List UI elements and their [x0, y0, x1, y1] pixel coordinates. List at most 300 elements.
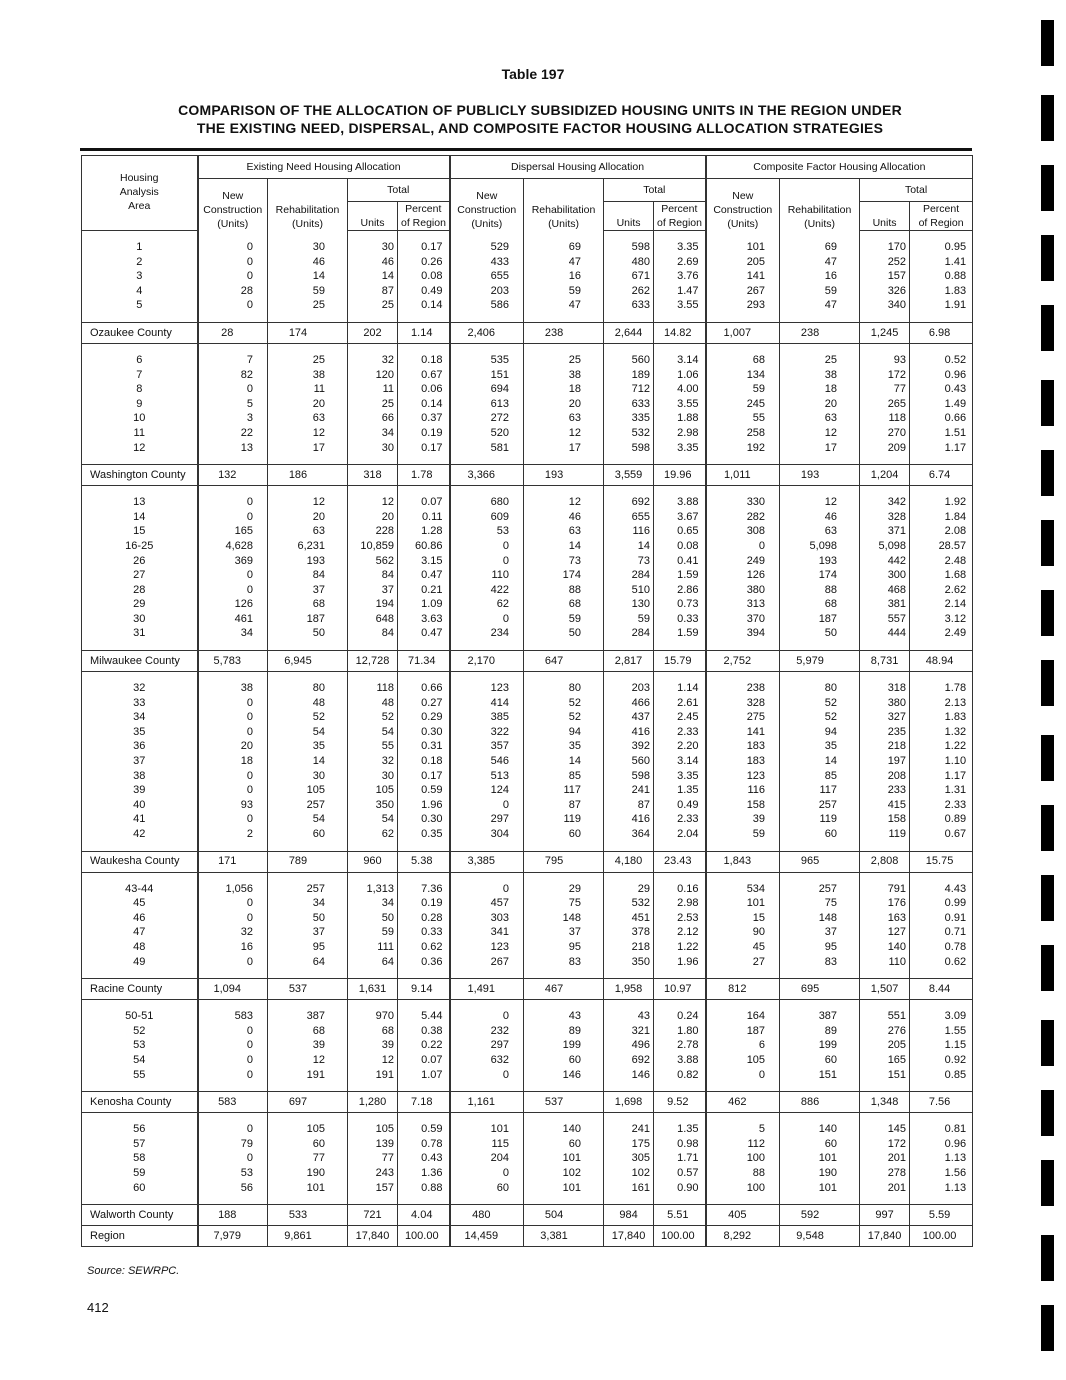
value-cell: 0.78 — [398, 1137, 450, 1152]
value-cell: 692 — [604, 495, 654, 510]
spacer-row — [82, 672, 973, 682]
value-cell: 12 — [780, 426, 860, 441]
value-cell: 467 — [524, 979, 604, 1000]
value-cell: 369 — [198, 554, 268, 569]
table-row — [82, 240, 973, 255]
table-row — [82, 1151, 973, 1166]
value-cell: 598 — [604, 240, 654, 255]
value-cell: 17 — [524, 441, 604, 456]
value-cell: 462 — [706, 1092, 780, 1113]
value-cell: 105 — [268, 783, 348, 798]
edge-mark — [1041, 1235, 1054, 1281]
table-row — [82, 597, 973, 612]
value-cell: 54 — [348, 725, 398, 740]
value-cell: 11 — [268, 382, 348, 397]
value-cell: 0.49 — [654, 798, 706, 813]
value-cell: 257 — [268, 882, 348, 897]
value-cell: 328 — [860, 510, 910, 525]
value-cell: 88 — [780, 583, 860, 598]
value-cell: 139 — [348, 1137, 398, 1152]
value-cell: 4,180 — [604, 851, 654, 872]
value-cell: 59 — [780, 284, 860, 299]
value-cell: 1.47 — [654, 284, 706, 299]
value-cell: 1.15 — [910, 1038, 973, 1053]
value-cell: 187 — [268, 612, 348, 627]
table-row — [82, 1009, 973, 1024]
value-cell: 529 — [450, 240, 524, 255]
value-cell: 695 — [780, 979, 860, 1000]
value-cell: 205 — [706, 255, 780, 270]
value-cell: 132 — [198, 465, 268, 486]
value-cell: 59 — [524, 284, 604, 299]
value-cell: 158 — [860, 812, 910, 827]
value-cell: 148 — [780, 911, 860, 926]
value-cell: 0.27 — [398, 696, 450, 711]
value-cell: 37 — [268, 925, 348, 940]
value-cell: 110 — [860, 955, 910, 970]
value-cell: 5.51 — [654, 1205, 706, 1226]
value-cell: 0.38 — [398, 1024, 450, 1039]
value-cell: 35 — [780, 739, 860, 754]
total-header: Total — [860, 179, 973, 202]
value-cell: 6.74 — [910, 465, 973, 486]
value-cell: 50 — [780, 626, 860, 641]
value-cell: 60 — [524, 1053, 604, 1068]
value-cell: 59 — [604, 612, 654, 627]
value-cell: 326 — [860, 284, 910, 299]
value-cell: 598 — [604, 441, 654, 456]
value-cell: 613 — [450, 397, 524, 412]
value-cell: 1.96 — [654, 955, 706, 970]
area-cell: 34 — [133, 711, 146, 724]
value-cell: 183 — [706, 739, 780, 754]
value-cell: 632 — [450, 1053, 524, 1068]
value-cell: 648 — [348, 612, 398, 627]
table-row — [82, 298, 973, 313]
value-cell: 38 — [268, 368, 348, 383]
value-cell: 1.91 — [910, 298, 973, 313]
value-cell: 209 — [860, 441, 910, 456]
value-cell: 416 — [604, 812, 654, 827]
value-cell: 14 — [348, 269, 398, 284]
value-cell: 2,170 — [450, 651, 524, 672]
value-cell: 59 — [706, 827, 780, 842]
value-cell: 5,783 — [198, 651, 268, 672]
value-cell: 3.88 — [654, 495, 706, 510]
value-cell: 812 — [706, 979, 780, 1000]
value-cell: 141 — [706, 725, 780, 740]
value-cell: 191 — [348, 1068, 398, 1083]
value-cell: 1.41 — [910, 255, 973, 270]
value-cell: 80 — [780, 681, 860, 696]
value-cell: 1.35 — [654, 1122, 706, 1137]
value-cell: 52 — [780, 696, 860, 711]
value-cell: 598 — [604, 769, 654, 784]
value-cell: 721 — [348, 1205, 398, 1226]
value-cell: 118 — [860, 411, 910, 426]
value-cell: 34 — [268, 896, 348, 911]
value-cell: 193 — [268, 554, 348, 569]
value-cell: 53 — [450, 524, 524, 539]
value-cell: 101 — [268, 1181, 348, 1196]
spacer-row — [82, 313, 973, 323]
value-cell: 123 — [450, 940, 524, 955]
value-cell: 174 — [268, 322, 348, 343]
edge-mark — [1041, 165, 1054, 211]
value-cell: 17,840 — [860, 1226, 910, 1247]
value-cell: 328 — [706, 696, 780, 711]
value-cell: 1.78 — [398, 465, 450, 486]
value-cell: 48 — [348, 696, 398, 711]
value-cell: 0.96 — [910, 368, 973, 383]
county-total-row — [82, 1092, 973, 1113]
value-cell: 581 — [450, 441, 524, 456]
table-row — [82, 284, 973, 299]
value-cell: 22 — [198, 426, 268, 441]
value-cell: 304 — [450, 827, 524, 842]
value-cell: 322 — [450, 725, 524, 740]
value-cell: 15.75 — [910, 851, 973, 872]
value-cell: 18 — [524, 382, 604, 397]
value-cell: 241 — [604, 783, 654, 798]
value-cell: 28.57 — [910, 539, 973, 554]
value-cell: 6.98 — [910, 322, 973, 343]
value-cell: 54 — [348, 812, 398, 827]
value-cell: 387 — [268, 1009, 348, 1024]
table-row — [82, 353, 973, 368]
value-cell: 25 — [348, 397, 398, 412]
county-total-row — [82, 1226, 973, 1247]
value-cell: 105 — [348, 783, 398, 798]
value-cell: 60 — [780, 1137, 860, 1152]
area-cell: 36 — [133, 740, 146, 753]
value-cell: 116 — [706, 783, 780, 798]
value-cell: 364 — [604, 827, 654, 842]
value-cell: 562 — [348, 554, 398, 569]
value-cell: 146 — [604, 1068, 654, 1083]
value-cell: 0.49 — [398, 284, 450, 299]
value-cell: 1,161 — [450, 1092, 524, 1113]
value-cell: 1.09 — [398, 597, 450, 612]
value-cell: 25 — [348, 298, 398, 313]
value-cell: 965 — [780, 851, 860, 872]
edge-mark — [1041, 1020, 1054, 1066]
value-cell: 14 — [604, 539, 654, 554]
area-cell: 27 — [133, 569, 146, 582]
value-cell: 88 — [524, 583, 604, 598]
value-cell: 37 — [524, 925, 604, 940]
units-header: Units — [348, 202, 398, 231]
table-row — [82, 1137, 973, 1152]
value-cell: 0 — [450, 539, 524, 554]
value-cell: 218 — [604, 940, 654, 955]
value-cell: 17 — [268, 441, 348, 456]
value-cell: 234 — [450, 626, 524, 641]
value-cell: 63 — [268, 524, 348, 539]
value-cell: 79 — [198, 1137, 268, 1152]
total-header: Total — [604, 179, 706, 202]
value-cell: 0.59 — [398, 1122, 450, 1137]
value-cell: 2.33 — [910, 798, 973, 813]
value-cell: 532 — [604, 426, 654, 441]
value-cell: 0.14 — [398, 397, 450, 412]
edge-mark — [1041, 20, 1054, 66]
value-cell: 0.59 — [398, 783, 450, 798]
value-cell: 20 — [198, 739, 268, 754]
value-cell: 59 — [706, 382, 780, 397]
value-cell: 321 — [604, 1024, 654, 1039]
value-cell: 60 — [450, 1181, 524, 1196]
value-cell: 385 — [450, 710, 524, 725]
value-cell: 0.43 — [910, 382, 973, 397]
value-cell: 52 — [348, 710, 398, 725]
value-cell: 468 — [860, 583, 910, 598]
value-cell: 278 — [860, 1166, 910, 1181]
value-cell: 0.06 — [398, 382, 450, 397]
value-cell: 64 — [268, 955, 348, 970]
value-cell: 193 — [780, 554, 860, 569]
value-cell: 71.34 — [398, 651, 450, 672]
area-cell: 5 — [136, 299, 143, 312]
value-cell: 0.66 — [910, 411, 973, 426]
area-cell: 40 — [133, 798, 146, 811]
area-cell: 37 — [133, 755, 146, 768]
value-cell: 68 — [348, 1024, 398, 1039]
value-cell: 62 — [450, 597, 524, 612]
value-cell: 546 — [450, 754, 524, 769]
value-cell: 32 — [348, 754, 398, 769]
value-cell: 3,381 — [524, 1226, 604, 1247]
value-cell: 14 — [524, 539, 604, 554]
value-cell: 2.98 — [654, 426, 706, 441]
value-cell: 12 — [524, 495, 604, 510]
value-cell: 59 — [524, 612, 604, 627]
value-cell: 1.07 — [398, 1068, 450, 1083]
value-cell: 80 — [268, 681, 348, 696]
value-cell: 5 — [198, 397, 268, 412]
area-cell: 15 — [133, 525, 146, 538]
area-cell: 35 — [133, 725, 146, 738]
value-cell: 14 — [268, 754, 348, 769]
value-cell: 0.78 — [910, 940, 973, 955]
value-cell: 0 — [198, 1038, 268, 1053]
value-cell: 172 — [860, 368, 910, 383]
value-cell: 20 — [524, 397, 604, 412]
value-cell: 174 — [524, 568, 604, 583]
area-cell: 55 — [133, 1068, 146, 1081]
rehabilitation-header: Rehabilitation (Units) — [780, 179, 860, 231]
value-cell: 1,631 — [348, 979, 398, 1000]
value-cell: 1.14 — [398, 322, 450, 343]
value-cell: 513 — [450, 769, 524, 784]
value-cell: 257 — [268, 798, 348, 813]
table-row — [82, 925, 973, 940]
value-cell: 0 — [198, 382, 268, 397]
value-cell: 46 — [524, 510, 604, 525]
value-cell: 0.62 — [398, 940, 450, 955]
value-cell: 5,979 — [780, 651, 860, 672]
value-cell: 1.59 — [654, 568, 706, 583]
area-cell: 53 — [133, 1039, 146, 1052]
value-cell: 68 — [268, 597, 348, 612]
value-cell: 1.51 — [910, 426, 973, 441]
dispersal-header: Dispersal Housing Allocation — [450, 156, 706, 179]
value-cell: 0 — [198, 583, 268, 598]
value-cell: 5.38 — [398, 851, 450, 872]
value-cell: 1.83 — [910, 710, 973, 725]
value-cell: 123 — [450, 681, 524, 696]
table-row — [82, 612, 973, 627]
value-cell: 37 — [780, 925, 860, 940]
value-cell: 37 — [268, 583, 348, 598]
value-cell: 537 — [268, 979, 348, 1000]
value-cell: 318 — [348, 465, 398, 486]
value-cell: 341 — [450, 925, 524, 940]
value-cell: 350 — [604, 955, 654, 970]
value-cell: 2.69 — [654, 255, 706, 270]
value-cell: 20 — [348, 510, 398, 525]
value-cell: 2.12 — [654, 925, 706, 940]
value-cell: 163 — [860, 911, 910, 926]
value-cell: 151 — [450, 368, 524, 383]
value-cell: 357 — [450, 739, 524, 754]
value-cell: 117 — [780, 783, 860, 798]
value-cell: 52 — [780, 710, 860, 725]
value-cell: 1.55 — [910, 1024, 973, 1039]
value-cell: 1.59 — [654, 626, 706, 641]
value-cell: 1,280 — [348, 1092, 398, 1113]
value-cell: 20 — [268, 397, 348, 412]
table-row — [82, 681, 973, 696]
area-cell: 29 — [133, 598, 146, 611]
value-cell: 15.79 — [654, 651, 706, 672]
value-cell: 50 — [348, 911, 398, 926]
value-cell: 0.85 — [910, 1068, 973, 1083]
value-cell: 3.67 — [654, 510, 706, 525]
value-cell: 63 — [524, 411, 604, 426]
value-cell: 171 — [198, 851, 268, 872]
value-cell: 0.66 — [398, 681, 450, 696]
value-cell: 100 — [706, 1151, 780, 1166]
value-cell: 2.48 — [910, 554, 973, 569]
value-cell: 101 — [450, 1122, 524, 1137]
value-cell: 442 — [860, 554, 910, 569]
value-cell: 186 — [268, 465, 348, 486]
value-cell: 6 — [706, 1038, 780, 1053]
value-cell: 90 — [706, 925, 780, 940]
value-cell: 87 — [348, 284, 398, 299]
value-cell: 5 — [706, 1122, 780, 1137]
value-cell: 1.80 — [654, 1024, 706, 1039]
value-cell: 0.29 — [398, 710, 450, 725]
rehabilitation-header: Rehabilitation (Units) — [268, 179, 348, 231]
value-cell: 102 — [524, 1166, 604, 1181]
spacer-row — [82, 872, 973, 882]
value-cell: 208 — [860, 769, 910, 784]
allocation-table — [81, 155, 973, 1247]
value-cell: 30 — [348, 240, 398, 255]
value-cell: 16 — [198, 940, 268, 955]
value-cell: 140 — [524, 1122, 604, 1137]
rehabilitation-header: Rehabilitation (Units) — [524, 179, 604, 231]
value-cell: 0 — [198, 1068, 268, 1083]
value-cell: 416 — [604, 725, 654, 740]
value-cell: 0 — [198, 298, 268, 313]
spacer-row — [82, 1113, 973, 1123]
source-note: Source: SEWRPC. — [87, 1265, 180, 1277]
value-cell: 110 — [450, 568, 524, 583]
value-cell: 1.49 — [910, 397, 973, 412]
table-row — [82, 426, 973, 441]
value-cell: 308 — [706, 524, 780, 539]
value-cell: 0 — [706, 1068, 780, 1083]
value-cell: 405 — [706, 1205, 780, 1226]
table-body — [82, 231, 973, 1247]
value-cell: 25 — [524, 353, 604, 368]
value-cell: 0.99 — [910, 896, 973, 911]
value-cell: 34 — [348, 426, 398, 441]
value-cell: 164 — [706, 1009, 780, 1024]
value-cell: 0.21 — [398, 583, 450, 598]
value-cell: 0 — [198, 896, 268, 911]
value-cell: 77 — [348, 1151, 398, 1166]
value-cell: 30 — [348, 441, 398, 456]
value-cell: 461 — [198, 612, 268, 627]
value-cell: 95 — [780, 940, 860, 955]
value-cell: 252 — [860, 255, 910, 270]
value-cell: 370 — [706, 612, 780, 627]
value-cell: 17,840 — [604, 1226, 654, 1247]
value-cell: 551 — [860, 1009, 910, 1024]
value-cell: 46 — [348, 255, 398, 270]
value-cell: 14 — [780, 754, 860, 769]
value-cell: 88 — [706, 1166, 780, 1181]
value-cell: 1.31 — [910, 783, 973, 798]
value-cell: 12,728 — [348, 651, 398, 672]
value-cell: 228 — [348, 524, 398, 539]
value-cell: 187 — [706, 1024, 780, 1039]
value-cell: 119 — [780, 812, 860, 827]
value-cell: 387 — [780, 1009, 860, 1024]
value-cell: 85 — [780, 769, 860, 784]
value-cell: 4.43 — [910, 882, 973, 897]
value-cell: 25 — [268, 298, 348, 313]
value-cell: 134 — [706, 368, 780, 383]
value-cell: 14,459 — [450, 1226, 524, 1247]
value-cell: 1.13 — [910, 1151, 973, 1166]
value-cell: 60 — [780, 1053, 860, 1068]
edge-mark — [1041, 235, 1054, 281]
value-cell: 2 — [198, 827, 268, 842]
value-cell: 1.32 — [910, 725, 973, 740]
value-cell: 84 — [348, 626, 398, 641]
edge-mark — [1041, 305, 1054, 351]
value-cell: 415 — [860, 798, 910, 813]
value-cell: 124 — [450, 783, 524, 798]
percent-header: Percent of Region — [398, 202, 450, 231]
value-cell: 1,056 — [198, 882, 268, 897]
value-cell: 451 — [604, 911, 654, 926]
value-cell: 0.98 — [654, 1137, 706, 1152]
value-cell: 2,817 — [604, 651, 654, 672]
value-cell: 2.49 — [910, 626, 973, 641]
value-cell: 151 — [780, 1068, 860, 1083]
value-cell: 272 — [450, 411, 524, 426]
value-cell: 174 — [780, 568, 860, 583]
area-cell: 4 — [136, 284, 143, 297]
value-cell: 6,945 — [268, 651, 348, 672]
value-cell: 3.35 — [654, 441, 706, 456]
